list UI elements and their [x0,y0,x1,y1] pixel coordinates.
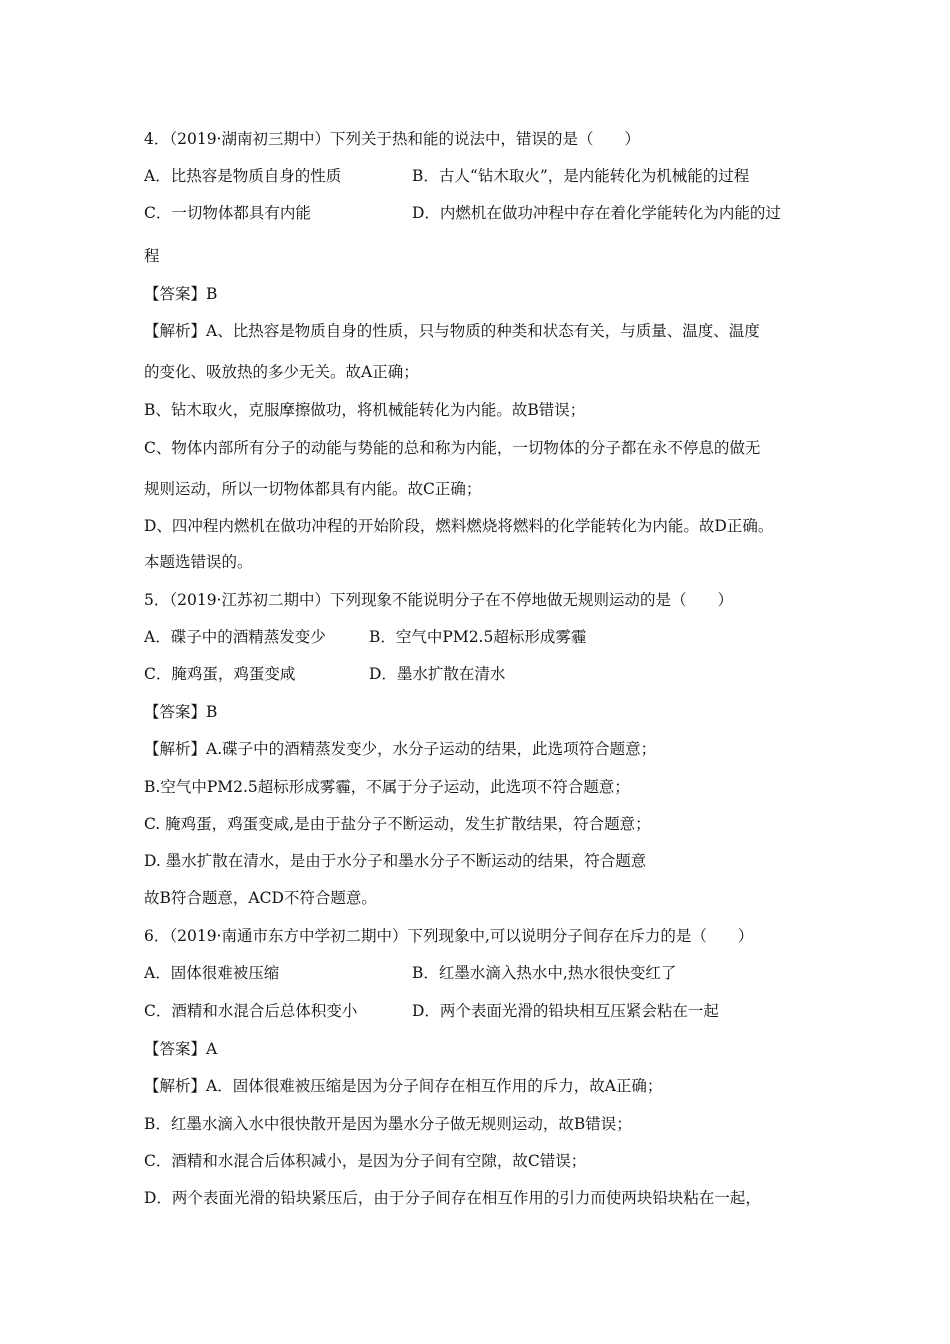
q6-answer: 【答案】A [144,1040,218,1058]
q4-option-d-continued: 程 [144,247,160,265]
q5-option-d: D．墨水扩散在清水 [369,665,506,683]
q5-option-c: C．腌鸡蛋，鸡蛋变咸 [144,665,296,683]
q4-analysis-line: D、四冲程内燃机在做功冲程的开始阶段，燃料燃烧将燃料的化学能转化为内能。故D正确。 [144,517,774,535]
q4-analysis-line: C、物体内部所有分子的动能与势能的总和称为内能，一切物体的分子都在永不停息的做无 [144,439,761,457]
q5-option-b: B．空气中PM2.5超标形成雾霾 [369,628,587,646]
q6-analysis-line: D．两个表面光滑的铅块紧压后，由于分子间存在相互作用的引力而使两块铅块粘在一起， [144,1189,761,1207]
q5-analysis-line: C. 腌鸡蛋，鸡蛋变咸,是由于盐分子不断运动，发生扩散结果，符合题意； [144,815,651,833]
q6-option-d: D．两个表面光滑的铅块相互压紧会粘在一起 [412,1002,719,1020]
q5-option-a: A．碟子中的酒精蒸发变少 [144,628,326,646]
q4-option-row-2 [144,202,781,224]
q4-analysis-line: B、钻木取火，克服摩擦做功，将机械能转化为内能。故B错误； [144,401,586,419]
q6-analysis-line: B．红墨水滴入水中很快散开是因为墨水分子做无规则运动，故B错误； [144,1115,632,1133]
q5-stem: 5．（2019·江苏初二期中）下列现象不能说明分子在不停地做无规则运动的是（ ） [144,591,733,609]
q6-option-row-2 [144,1000,719,1022]
q5-analysis-line: 故B符合题意，ACD不符合题意。 [144,889,377,907]
q4-option-a: A．比热容是物质自身的性质 [144,167,342,185]
q5-option-row-2 [144,663,506,685]
q4-analysis-line: 【解析】A、比热容是物质自身的性质，只与物质的种类和状态有关，与质量、温度、温度 [144,322,760,340]
q6-analysis-line: C．酒精和水混合后体积减小，是因为分子间有空隙，故C错误； [144,1152,587,1170]
q6-option-a: A．固体很难被压缩 [144,964,280,982]
q4-analysis-line: 规则运动，所以一切物体都具有内能。故C正确； [144,480,482,498]
q6-analysis-line: 【解析】A．固体很难被压缩是因为分子间存在相互作用的斥力，故A正确； [144,1077,663,1095]
q6-option-c: C．酒精和水混合后总体积变小 [144,1002,358,1020]
q4-option-c: C．一切物体都具有内能 [144,204,311,222]
q4-stem: 4．（2019·湖南初三期中）下列关于热和能的说法中，错误的是（ ） [144,130,640,148]
q4-option-d: D．内燃机在做功冲程中存在着化学能转化为内能的过 [412,204,781,222]
q4-answer: 【答案】B [144,285,218,303]
q4-analysis-line: 的变化、吸放热的多少无关。故A正确； [144,363,419,381]
q5-analysis-line: B.空气中PM2.5超标形成雾霾，不属于分子运动，此选项不符合题意； [144,778,630,796]
q6-option-b: B．红墨水滴入热水中,热水很快变红了 [412,964,677,982]
q4-option-b: B．古人“钻木取火”，是内能转化为机械能的过程 [412,167,750,185]
q6-option-row-1 [144,962,677,984]
q6-stem: 6．（2019·南通市东方中学初二期中）下列现象中,可以说明分子间存在斥力的是（ ） [144,927,754,945]
q4-option-row-1 [144,165,750,187]
q5-analysis-line: 【解析】A.碟子中的酒精蒸发变少，水分子运动的结果，此选项符合题意； [144,740,657,758]
q5-answer: 【答案】B [144,703,218,721]
q5-analysis-line: D. 墨水扩散在清水，是由于水分子和墨水分子不断运动的结果，符合题意 [144,852,647,870]
q4-analysis-line: 本题选错误的。 [144,553,253,571]
q5-option-row-1 [144,626,587,648]
